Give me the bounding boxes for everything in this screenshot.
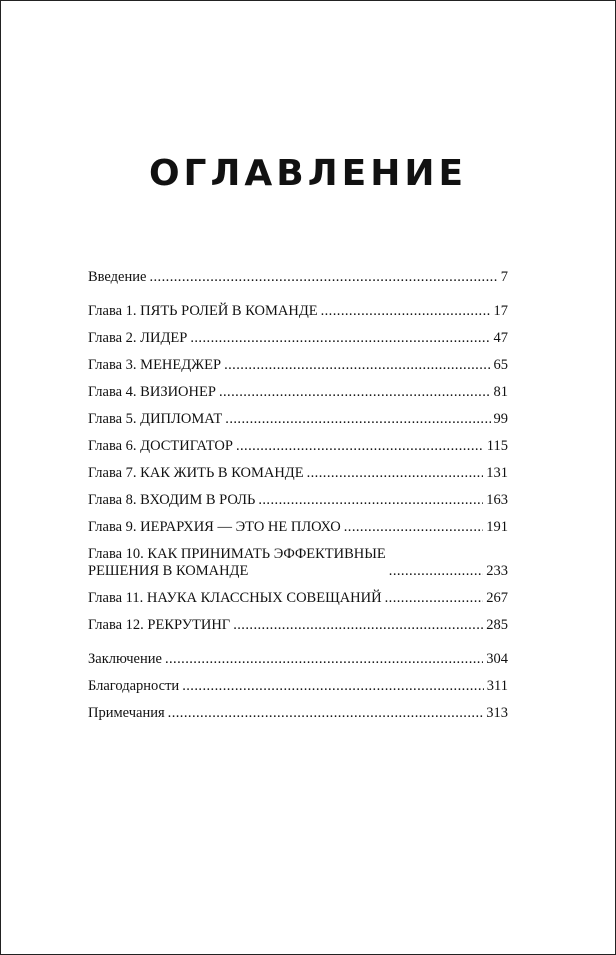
toc-leader-dots <box>321 303 491 320</box>
toc-leader-dots <box>165 651 483 668</box>
toc-leader-dots <box>233 617 483 634</box>
toc-entry-chapter-3 <box>88 347 508 374</box>
toc-entry-label: Глава 12. РЕКРУТИНГ <box>88 617 231 633</box>
toc-leader-dots <box>258 492 483 509</box>
toc-entry-page: 131 <box>486 465 508 481</box>
toc-entry-page: 17 <box>493 303 508 319</box>
toc-entry-page: 163 <box>486 492 508 508</box>
toc-entry-chapter-11 <box>88 580 508 607</box>
toc-entry-chapter-1 <box>88 293 508 320</box>
table-of-contents <box>88 259 508 722</box>
toc-entry-label: Глава 10. КАК ПРИНИМАТЬ ЭФФЕКТИВНЫЕ РЕШЕНИЯ В КОМАНДЕ <box>88 546 386 579</box>
toc-entry-page: 99 <box>493 411 508 427</box>
toc-entry-label: Глава 6. ДОСТИГАТОР <box>88 438 233 454</box>
toc-entry-chapter-2 <box>88 320 508 347</box>
page-title: ОГЛАВЛЕНИЕ <box>148 153 468 194</box>
toc-entry-chapter-7 <box>88 455 508 482</box>
toc-entry-page: 311 <box>486 678 508 694</box>
toc-leader-dots <box>190 330 490 347</box>
toc-entry-chapter-8 <box>88 482 508 509</box>
toc-entry-chapter-9 <box>88 509 508 536</box>
toc-leader-dots <box>307 465 484 482</box>
toc-entry-page: 313 <box>486 705 508 721</box>
toc-entry-label: Заключение <box>88 651 162 667</box>
toc-entry-label: Глава 9. ИЕРАРХИЯ — ЭТО НЕ ПЛОХО <box>88 519 341 535</box>
toc-leader-dots <box>344 519 484 536</box>
toc-entry-page: 233 <box>486 563 508 579</box>
toc-entry-notes <box>88 695 508 722</box>
toc-entry-label: Глава 4. ВИЗИОНЕР <box>88 384 216 400</box>
toc-entry-page: 65 <box>493 357 508 373</box>
toc-entry-page: 47 <box>493 330 508 346</box>
toc-entry-chapter-10 <box>88 536 508 580</box>
toc-entry-chapter-6 <box>88 428 508 455</box>
toc-leader-dots <box>219 384 491 401</box>
toc-entry-label: Глава 8. ВХОДИМ В РОЛЬ <box>88 492 256 508</box>
toc-entry-label: Глава 11. НАУКА КЛАССНЫХ СОВЕЩАНИЙ <box>88 590 382 606</box>
toc-entry-chapter-5 <box>88 401 508 428</box>
toc-leader-dots <box>224 357 490 374</box>
toc-entry-label: Глава 5. ДИПЛОМАТ <box>88 411 223 427</box>
toc-entry-page: 115 <box>486 438 508 454</box>
toc-leader-dots <box>168 705 484 722</box>
toc-entry-label: Глава 7. КАК ЖИТЬ В КОМАНДЕ <box>88 465 304 481</box>
toc-entry-page: 304 <box>486 651 508 667</box>
toc-entry-chapter-12 <box>88 607 508 634</box>
toc-leader-dots <box>225 411 490 428</box>
toc-entry-introduction <box>88 259 508 286</box>
toc-entry-page: 285 <box>486 617 508 633</box>
toc-entry-conclusion <box>88 641 508 668</box>
toc-entry-page: 81 <box>493 384 508 400</box>
toc-leader-dots <box>389 563 483 580</box>
toc-leader-dots <box>149 269 497 286</box>
toc-entry-label: Благодарности <box>88 678 180 694</box>
toc-leader-dots <box>182 678 484 695</box>
toc-leader-dots <box>385 590 484 607</box>
toc-entry-label: Глава 2. ЛИДЕР <box>88 330 188 346</box>
toc-entry-label: Введение <box>88 269 147 285</box>
toc-entry-chapter-4 <box>88 374 508 401</box>
toc-entry-page: 7 <box>500 269 508 285</box>
toc-entry-label: Глава 1. ПЯТЬ РОЛЕЙ В КОМАНДЕ <box>88 303 318 319</box>
toc-entry-page: 267 <box>486 590 508 606</box>
toc-leader-dots <box>236 438 484 455</box>
toc-entry-page: 191 <box>486 519 508 535</box>
toc-entry-label: Примечания <box>88 705 165 721</box>
toc-entry-acknowledgements <box>88 668 508 695</box>
toc-entry-label: Глава 3. МЕНЕДЖЕР <box>88 357 222 373</box>
